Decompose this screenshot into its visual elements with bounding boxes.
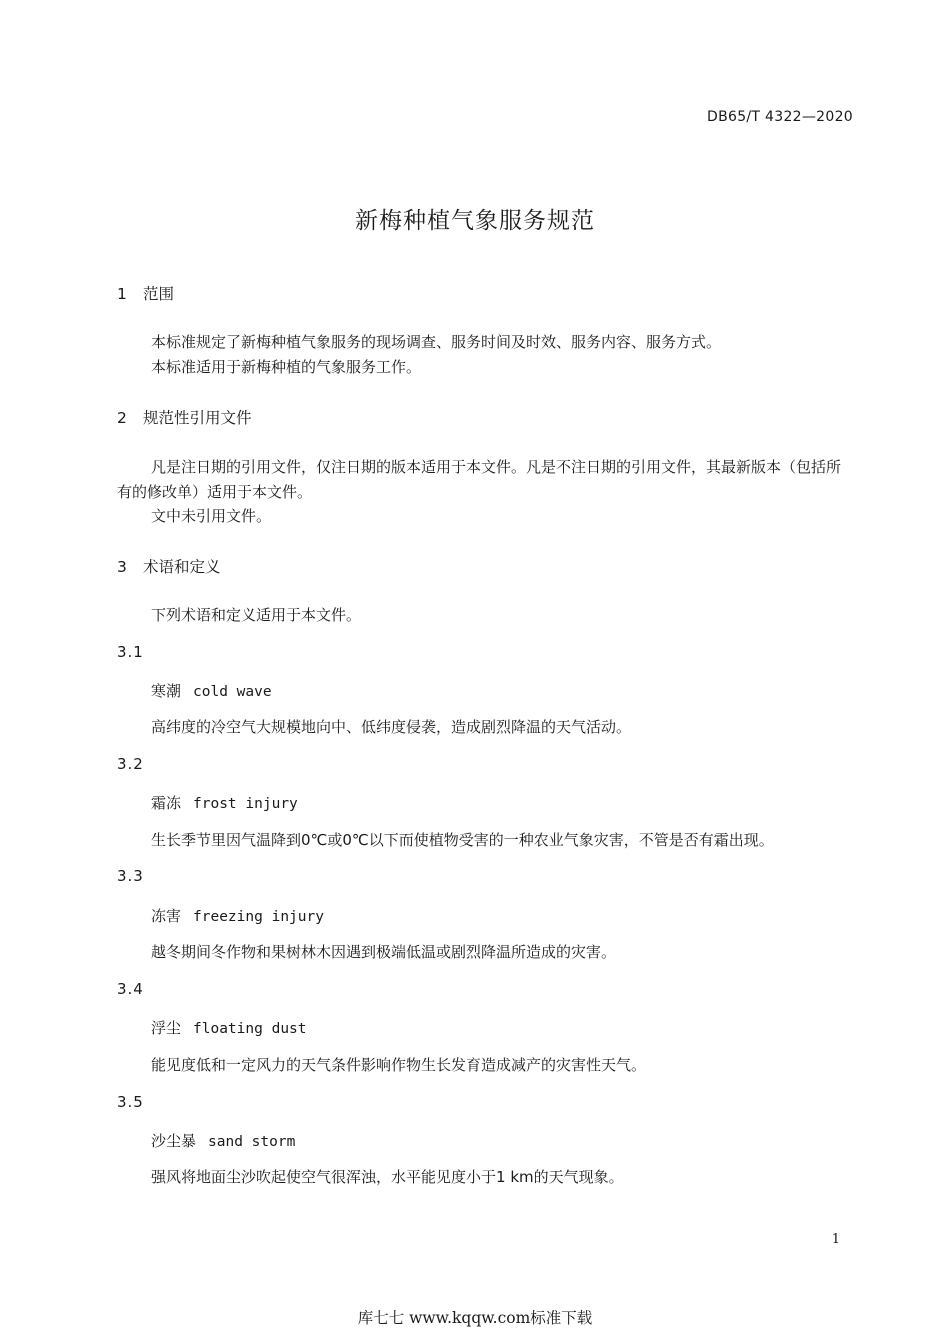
term-chinese: 寒潮: [151, 682, 182, 700]
term-entry: [151, 1130, 295, 1151]
term-definition: 强风将地面尘沙吹起使空气很浑浊，水平能见度小于1 km的天气现象。: [151, 1168, 624, 1186]
term-chinese: 浮尘: [151, 1019, 182, 1037]
paragraph: 凡是注日期的引用文件，仅注日期的版本适用于本文件。凡是不注日期的引用文件，其最新版本（包括所有的修改单）适用于本文件。: [117, 458, 842, 501]
section-2-heading: [117, 406, 252, 428]
section-title: 规范性引用文件: [143, 409, 252, 427]
paragraph: 本标准规定了新梅种植气象服务的现场调查、服务时间及时效、服务内容、服务方式。: [151, 333, 722, 351]
paragraph: 本标准适用于新梅种植的气象服务工作。: [151, 358, 422, 376]
term-entry: [151, 792, 298, 813]
term-definition: 生长季节里因气温降到0℃或0℃以下而使植物受害的一种农业气象灾害，不管是否有霜出现。: [151, 831, 774, 849]
term-definition: 越冬期间冬作物和果树林木因遇到极端低温或剧烈降温所造成的灾害。: [151, 943, 617, 961]
section-3-heading: [117, 555, 221, 577]
term-entry: [151, 680, 272, 701]
clause-number: 3.3: [117, 867, 144, 885]
paragraph: 文中未引用文件。: [151, 507, 272, 525]
section-number: 2: [117, 409, 127, 427]
section-number: 1: [117, 285, 127, 303]
term-chinese: 霜冻: [151, 794, 182, 812]
footer-watermark: 库七七 www.kqqw.com标准下载: [357, 1309, 593, 1327]
section-1-heading: [117, 282, 174, 304]
term-entry: [151, 1017, 307, 1038]
section-number: 3: [117, 558, 127, 576]
term-entry: [151, 905, 324, 926]
page-number: 1: [831, 1232, 840, 1247]
term-chinese: 沙尘暴: [151, 1132, 197, 1150]
term-english: floating dust: [193, 1021, 307, 1037]
document-title: 新梅种植气象服务规范: [355, 208, 595, 234]
section-title: 术语和定义: [143, 558, 221, 576]
paragraph: 下列术语和定义适用于本文件。: [151, 606, 362, 624]
term-english: frost injury: [193, 796, 298, 812]
term-english: cold wave: [193, 684, 272, 700]
term-english: sand storm: [208, 1134, 296, 1150]
term-chinese: 冻害: [151, 907, 182, 925]
clause-number: 3.2: [117, 755, 144, 773]
section-title: 范围: [143, 285, 175, 303]
standard-number: DB65/T 4322—2020: [707, 109, 853, 125]
clause-number: 3.1: [117, 643, 144, 661]
term-definition: 高纬度的冷空气大规模地向中、低纬度侵袭，造成剧烈降温的天气活动。: [151, 718, 632, 736]
clause-number: 3.4: [117, 980, 144, 998]
clause-number: 3.5: [117, 1093, 144, 1111]
term-english: freezing injury: [193, 909, 324, 925]
term-definition: 能见度低和一定风力的天气条件影响作物生长发育造成减产的灾害性天气。: [151, 1056, 647, 1074]
